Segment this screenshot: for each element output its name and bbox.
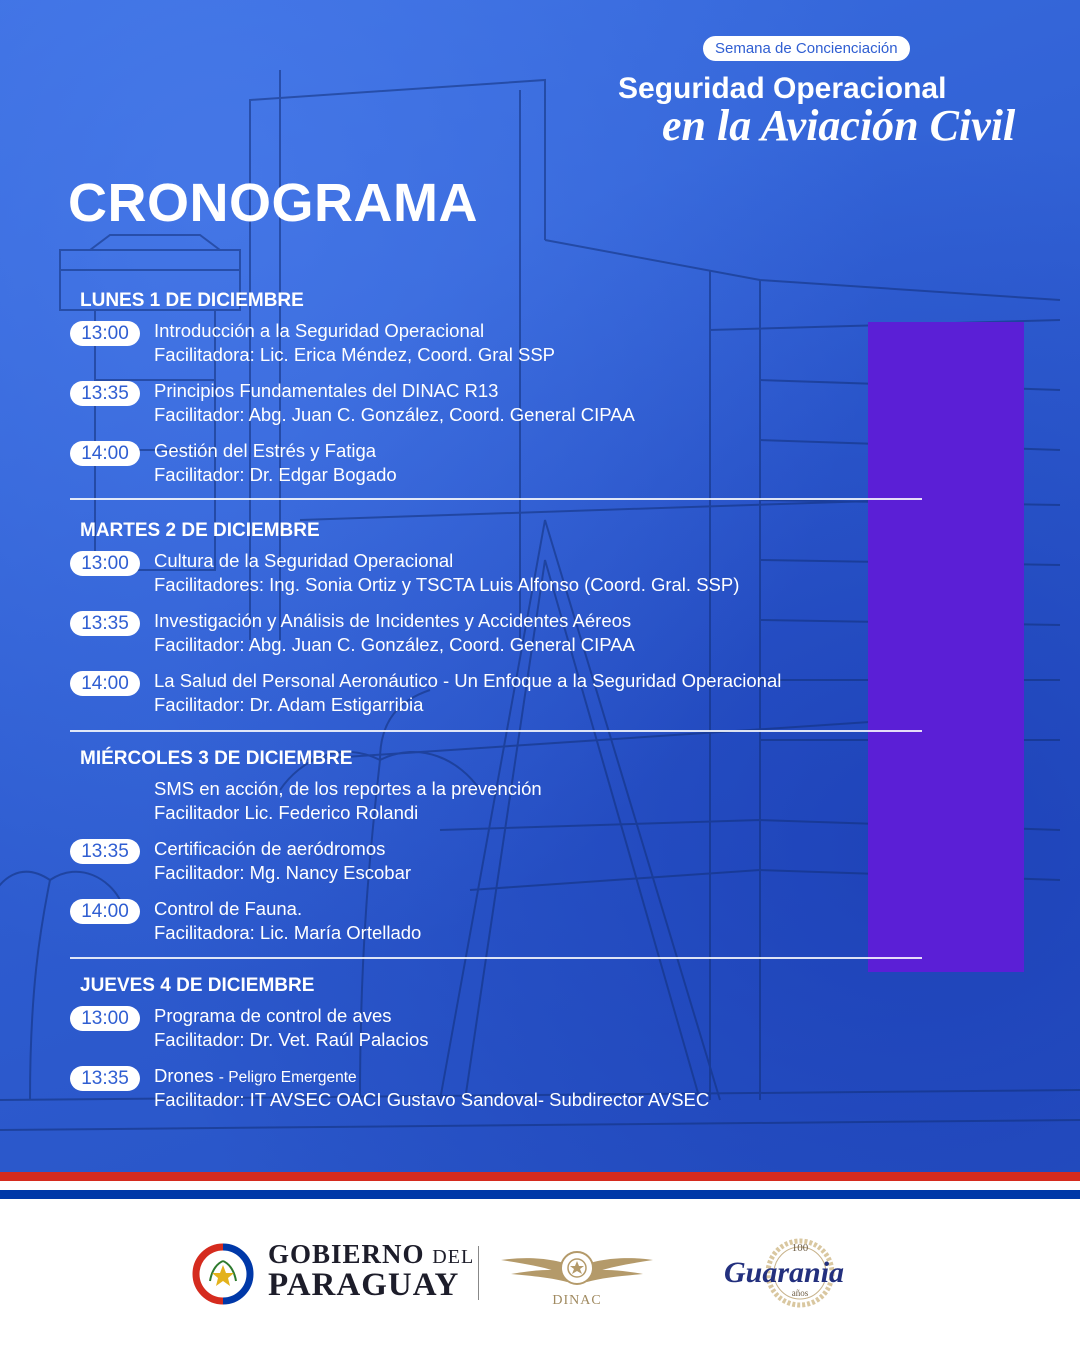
time-pill: 14:00 — [70, 441, 140, 466]
time-pill: 14:00 — [70, 671, 140, 696]
session-item — [70, 380, 950, 432]
session-title: Gestión del Estrés y Fatiga — [154, 440, 377, 461]
session-facilitator: Facilitador: IT AVSEC OACI Gustavo Sandoval- Subdirector AVSEC — [154, 1089, 710, 1110]
del-word: DEL — [432, 1246, 475, 1268]
section-divider — [70, 957, 922, 959]
session-facilitator: Facilitador: Abg. Juan C. González, Coord. General CIPAA — [154, 404, 635, 425]
time-pill: 13:35 — [70, 381, 140, 406]
session-item — [70, 550, 950, 602]
session-title: Cultura de la Seguridad Operacional — [154, 550, 454, 571]
session-item — [70, 610, 950, 662]
campaign-title-line2: en la Aviación Civil — [662, 101, 1016, 150]
time-pill: 14:00 — [70, 899, 140, 924]
dinac-wings-icon — [497, 1238, 657, 1296]
stripe-blue — [0, 1190, 1080, 1199]
session-item — [70, 898, 950, 950]
time-pill: 13:00 — [70, 551, 140, 576]
stripe-red — [0, 1172, 1080, 1181]
session-item — [70, 440, 950, 492]
session-facilitator: Facilitador: Abg. Juan C. González, Coord. General CIPAA — [154, 634, 635, 655]
campaign-badge: Semana de Concienciación — [703, 36, 910, 61]
session-title-subtitle: - Peligro Emergente — [218, 1069, 357, 1086]
flag-stripes — [0, 1172, 1080, 1210]
session-title: SMS en acción, de los reportes a la prevención — [154, 778, 542, 799]
session-facilitator: Facilitadora: Lic. Erica Méndez, Coord. Gral SSP — [154, 344, 555, 365]
session-facilitator: Facilitadora: Lic. María Ortellado — [154, 922, 422, 943]
time-pill: 13:35 — [70, 1066, 140, 1091]
session-title: Certificación de aeródromos — [154, 838, 386, 859]
session-title — [154, 1065, 357, 1087]
session-title: La Salud del Personal Aeronáutico - Un Enfoque a la Seguridad Operacional — [154, 670, 782, 691]
stripe-white — [0, 1181, 1080, 1190]
page-heading: CRONOGRAMA — [68, 173, 478, 233]
session-facilitator: Facilitador: Mg. Nancy Escobar — [154, 862, 412, 883]
session-title: Programa de control de aves — [154, 1005, 392, 1026]
time-pill: 13:00 — [70, 1006, 140, 1031]
time-pill: 13:00 — [70, 321, 140, 346]
session-item — [70, 670, 950, 722]
day-label-miercoles: MIÉRCOLES 3 DE DICIEMBRE — [80, 748, 353, 769]
section-divider — [70, 730, 922, 732]
time-pill: 13:35 — [70, 839, 140, 864]
session-item — [70, 320, 950, 372]
dinac-logo — [497, 1238, 657, 1318]
session-facilitator: Facilitadores: Ing. Sonia Ortiz y TSCTA Luis Alfonso (Coord. Gral. SSP) — [154, 574, 740, 595]
session-facilitator: Facilitador: Dr. Vet. Raúl Palacios — [154, 1029, 429, 1050]
section-divider — [70, 498, 922, 500]
logo-separator — [478, 1246, 479, 1300]
paraguay-text: PARAGUAY — [268, 1267, 460, 1303]
day-label-jueves: JUEVES 4 DE DICIEMBRE — [80, 975, 315, 996]
gobierno-word: GOBIERNO — [268, 1239, 425, 1269]
gobierno-text — [268, 1239, 474, 1270]
session-title: Control de Fauna. — [154, 898, 303, 919]
session-item — [70, 1065, 950, 1117]
session-title: Principios Fundamentales del DINAC R13 — [154, 380, 499, 401]
session-item — [70, 838, 950, 890]
session-title-main: Drones — [154, 1065, 214, 1086]
paraguay-seal-icon — [190, 1241, 256, 1307]
session-title: Introducción a la Seguridad Operacional — [154, 320, 485, 341]
guarania-years: años — [791, 1288, 809, 1298]
session-facilitator: Facilitador: Dr. Edgar Bogado — [154, 464, 397, 485]
gobierno-paraguay-logo — [190, 1237, 475, 1307]
session-facilitator: Facilitador Lic. Federico Rolandi — [154, 802, 419, 823]
session-item — [70, 778, 950, 830]
guarania-100: 100 — [791, 1242, 809, 1254]
session-title: Investigación y Análisis de Incidentes y Accidentes Aéreos — [154, 610, 632, 631]
campaign-title-line1: Seguridad Operacional — [618, 72, 947, 105]
day-label-martes: MARTES 2 DE DICIEMBRE — [80, 520, 320, 541]
guarania-text: Guarania — [724, 1256, 845, 1289]
session-item — [70, 1005, 950, 1057]
session-facilitator: Facilitador: Dr. Adam Estigarribia — [154, 694, 424, 715]
dinac-text: DINAC — [552, 1293, 602, 1308]
day-label-lunes: LUNES 1 DE DICIEMBRE — [80, 290, 304, 311]
time-pill: 13:35 — [70, 611, 140, 636]
guarania-logo — [720, 1236, 860, 1310]
stripe-white-2 — [0, 1199, 1080, 1210]
